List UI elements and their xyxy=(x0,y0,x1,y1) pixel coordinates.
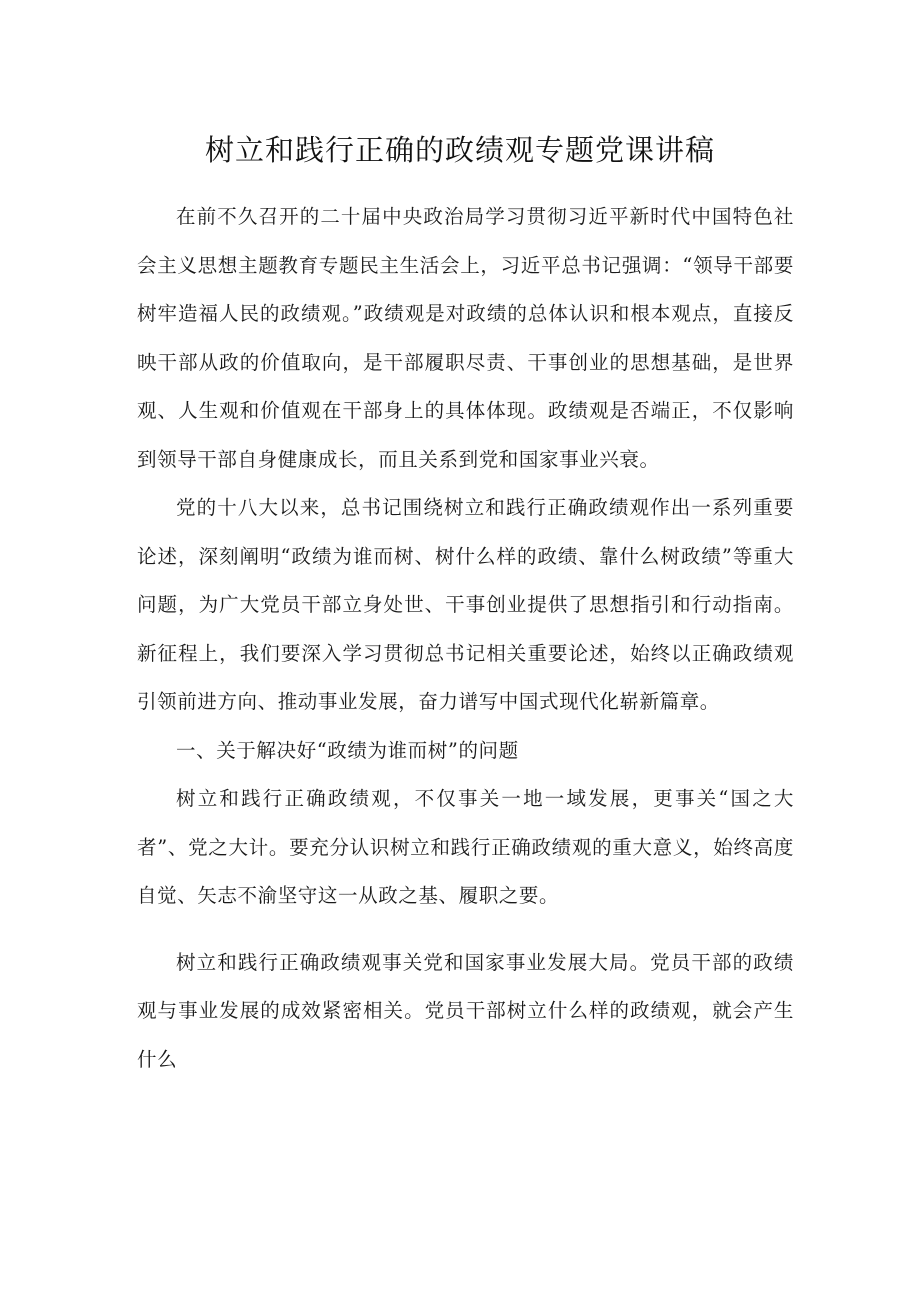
document-title: 树立和践行正确的政绩观专题党课讲稿 xyxy=(204,133,715,167)
paragraph-background: 党的十八大以来，总书记围绕树立和践行正确政绩观作出一系列重要论述，深刻阐明“政绩为谁而树、树什么样的政绩、靠什么树政绩”等重大问题，为广大党员干部立身处世、干事创业提供了思想指引和行动指南。新征程上，我们要深入学习贯彻总书记相关重要论述，始终以正确政绩观引领前进方向、推动事业发展，奋力谱写中国式现代化崭新篇章。 xyxy=(137,496,794,713)
paragraph-section-1-point-1: 树立和践行正确政绩观事关党和国家事业发展大局。党员干部的政绩观与事业发展的成效紧密相关。党员干部树立什么样的政绩观，就会产生什么 xyxy=(137,950,794,1071)
document-body xyxy=(137,193,794,1084)
paragraph-section-1-intro: 树立和践行正确政绩观，不仅事关一地一域发展，更事关“国之大者”、党之大计。要充分认识树立和践行正确政绩观的重大意义，始终高度自觉、矢志不渝坚守这一从政之基、履职之要。 xyxy=(137,787,794,907)
paragraph-intro: 在前不久召开的二十届中央政治局学习贯彻习近平新时代中国特色社会主义思想主题教育专题民主生活会上，习近平总书记强调：“领导干部要树牢造福人民的政绩观。”政绩观是对政绩的总体认识和根本观点，直接反映干部从政的价值取向，是干部履职尽责、干事创业的思想基础，是世界观、人生观和价值观在干部身上的具体体现。政绩观是否端正，不仅影响到领导干部自身健康成长，而且关系到党和国家事业兴衰。 xyxy=(137,205,794,471)
section-heading-1: 一、关于解决好“政绩为谁而树”的问题 xyxy=(176,738,519,762)
